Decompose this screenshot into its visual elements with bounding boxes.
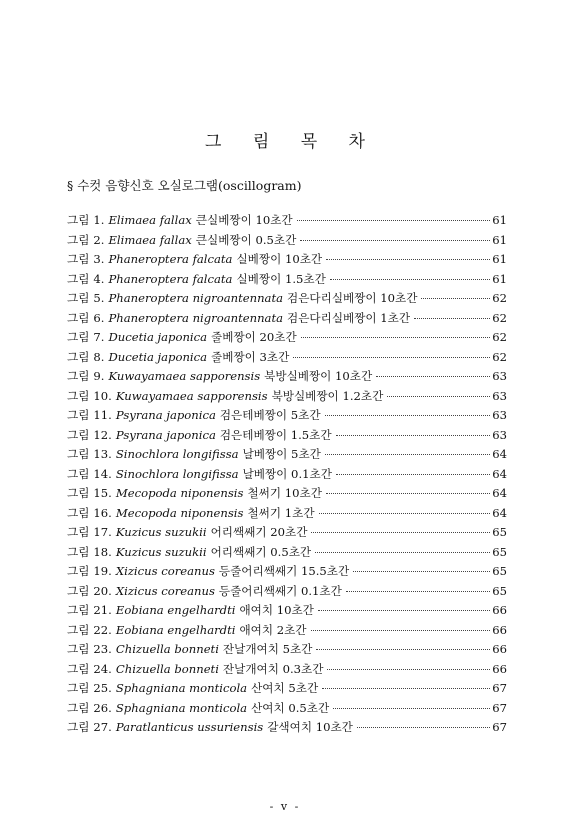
toc-entry[interactable] (67, 582, 507, 602)
entry-scientific-name: Kuzicus suzukii (115, 525, 207, 539)
entry-number: 1. (93, 213, 105, 227)
entry-description: 검은테베짱이 5초간 (219, 408, 321, 422)
entry-description: 애여치 10초간 (239, 603, 314, 617)
entry-prefix: 그림 (67, 408, 90, 422)
entry-number: 18. (93, 544, 112, 559)
toc-entry[interactable] (67, 367, 507, 387)
entry-scientific-name: Sphagniana monticola (115, 681, 248, 695)
dot-leader (327, 669, 490, 670)
entry-prefix: 그림 (67, 564, 90, 578)
entry-description: 실베짱이 1.5초간 (236, 271, 326, 286)
entry-page-number: 64 (492, 505, 507, 520)
dot-leader (297, 220, 491, 221)
entry-prefix: 그림 (67, 700, 90, 715)
dot-leader (330, 279, 490, 280)
entry-prefix: 그림 (67, 466, 90, 481)
entry-description: 검은테베짱이 1.5초간 (219, 427, 332, 442)
toc-entry[interactable] (67, 348, 507, 368)
entry-number: 26. (93, 700, 112, 715)
entry-page-number: 62 (492, 349, 507, 364)
entry-scientific-name: Psyrana japonica (115, 427, 216, 442)
entry-number: 17. (93, 525, 112, 539)
entry-number: 15. (93, 486, 112, 500)
entry-description: 철써기 1초간 (247, 505, 315, 520)
dot-leader (318, 610, 490, 611)
entry-description: 검은다리실베짱이 1초간 (287, 310, 411, 325)
entry-prefix: 그림 (67, 349, 90, 364)
entry-number: 21. (93, 603, 112, 617)
section-heading: § 수컷 음향신호 오실로그램(oscillogram) (67, 178, 302, 193)
entry-description: 잔날개여치 5초간 (222, 642, 313, 656)
entry-prefix: 그림 (67, 544, 90, 559)
entry-page-number: 61 (492, 213, 507, 227)
toc-entry[interactable] (67, 328, 507, 348)
entry-prefix: 그림 (67, 291, 90, 305)
entry-scientific-name: Paratlanticus ussuriensis (115, 720, 264, 734)
toc-entry[interactable] (67, 309, 507, 329)
entry-scientific-name: Chizuella bonneti (115, 661, 219, 676)
entry-description: 검은다리실베짱이 10초간 (287, 291, 418, 305)
entry-page-number: 62 (492, 310, 507, 325)
entry-number: 7. (93, 330, 105, 344)
entry-scientific-name: Sinochlora longifissa (115, 447, 239, 461)
entry-description: 북방실베짱이 1.2초간 (271, 388, 384, 403)
toc-entry[interactable] (67, 406, 507, 426)
entry-scientific-name: Xizicus coreanus (115, 564, 215, 578)
entry-scientific-name: Ducetia japonica (108, 349, 208, 364)
entry-page-number: 66 (492, 603, 507, 617)
entry-page-number: 62 (492, 330, 507, 344)
page-title: 그 림 목 차 (205, 132, 378, 152)
toc-entry[interactable] (67, 543, 507, 563)
entry-scientific-name: Kuwayamaea sapporensis (108, 369, 261, 383)
entry-number: 3. (93, 252, 105, 266)
entry-number: 14. (93, 466, 112, 481)
toc-entry[interactable] (67, 621, 507, 641)
entry-description: 산여치 5초간 (251, 681, 319, 695)
entry-prefix: 그림 (67, 661, 90, 676)
entry-number: 11. (93, 408, 112, 422)
dot-leader (300, 240, 490, 241)
dot-leader (322, 688, 490, 689)
toc-entry[interactable] (67, 523, 507, 543)
entry-prefix: 그림 (67, 720, 90, 734)
toc-entry[interactable] (67, 601, 507, 621)
toc-entry[interactable] (67, 660, 507, 680)
entry-description: 갈색여치 10초간 (267, 720, 353, 734)
toc-entry[interactable] (67, 426, 507, 446)
toc-entry[interactable] (67, 465, 507, 485)
entry-prefix: 그림 (67, 486, 90, 500)
dot-leader (376, 376, 490, 377)
dot-leader (333, 708, 490, 709)
entry-page-number: 65 (492, 564, 507, 578)
toc-entry[interactable] (67, 270, 507, 290)
entry-number: 4. (93, 271, 105, 286)
entry-scientific-name: Sinochlora longifissa (115, 466, 239, 481)
entry-page-number: 65 (492, 583, 507, 598)
entry-number: 16. (93, 505, 112, 520)
entry-description: 날베짱이 0.1초간 (242, 466, 332, 481)
entry-prefix: 그림 (67, 525, 90, 539)
entry-number: 19. (93, 564, 112, 578)
entry-page-number: 63 (492, 369, 507, 383)
entry-page-number: 61 (492, 232, 507, 247)
entry-page-number: 65 (492, 525, 507, 539)
toc-entry[interactable] (67, 562, 507, 582)
entry-page-number: 66 (492, 642, 507, 656)
entry-page-number: 67 (492, 681, 507, 695)
entry-description: 큰실베짱이 10초간 (195, 213, 293, 227)
entry-description: 줄베짱이 20초간 (211, 330, 297, 344)
toc-entry[interactable] (67, 699, 507, 719)
entry-number: 8. (93, 349, 105, 364)
dot-leader (311, 630, 491, 631)
entry-scientific-name: Kuzicus suzukii (115, 544, 207, 559)
entry-page-number: 66 (492, 661, 507, 676)
entry-page-number: 63 (492, 408, 507, 422)
dot-leader (316, 649, 490, 650)
dot-leader (336, 435, 491, 436)
dot-leader (336, 474, 490, 475)
entry-description: 큰실베짱이 0.5초간 (195, 232, 297, 247)
entry-description: 줄베짱이 3초간 (211, 349, 290, 364)
entry-scientific-name: Psyrana japonica (115, 408, 216, 422)
dot-leader (325, 415, 491, 416)
entry-page-number: 63 (492, 427, 507, 442)
figure-list (67, 211, 507, 738)
entry-description: 등줄어리쌕쌔기 0.1초간 (218, 583, 342, 598)
entry-description: 어리쌕쌔기 0.5초간 (210, 544, 312, 559)
entry-prefix: 그림 (67, 330, 90, 344)
entry-scientific-name: Elimaea fallax (108, 213, 192, 227)
entry-scientific-name: Ducetia japonica (108, 330, 208, 344)
dot-leader (414, 318, 490, 319)
entry-prefix: 그림 (67, 388, 90, 403)
toc-entry[interactable] (67, 484, 507, 504)
entry-scientific-name: Phaneroptera falcata (108, 252, 233, 266)
dot-leader (311, 532, 490, 533)
dot-leader (325, 454, 490, 455)
dot-leader (293, 357, 490, 358)
dot-leader (315, 552, 490, 553)
entry-number: 10. (93, 388, 112, 403)
entry-number: 27. (93, 720, 112, 734)
entry-prefix: 그림 (67, 642, 90, 656)
entry-scientific-name: Phaneroptera nigroantennata (108, 310, 284, 325)
dot-leader (387, 396, 490, 397)
entry-number: 22. (93, 622, 112, 637)
entry-description: 산여치 0.5초간 (251, 700, 330, 715)
toc-entry[interactable] (67, 718, 507, 738)
entry-description: 애여치 2초간 (239, 622, 307, 637)
toc-entry[interactable] (67, 250, 507, 270)
entry-prefix: 그림 (67, 622, 90, 637)
entry-page-number: 64 (492, 466, 507, 481)
entry-prefix: 그림 (67, 447, 90, 461)
entry-page-number: 62 (492, 291, 507, 305)
toc-entry[interactable] (67, 289, 507, 309)
entry-scientific-name: Elimaea fallax (108, 232, 192, 247)
entry-description: 북방실베짱이 10초간 (264, 369, 373, 383)
toc-entry[interactable] (67, 640, 507, 660)
entry-scientific-name: Sphagniana monticola (115, 700, 248, 715)
entry-description: 날베짱이 5초간 (242, 447, 321, 461)
entry-scientific-name: Phaneroptera nigroantennata (108, 291, 284, 305)
entry-scientific-name: Mecopoda niponensis (115, 505, 244, 520)
entry-prefix: 그림 (67, 252, 90, 266)
entry-prefix: 그림 (67, 369, 90, 383)
dot-leader (326, 493, 490, 494)
entry-prefix: 그림 (67, 603, 90, 617)
entry-number: 6. (93, 310, 105, 325)
entry-description: 잔날개여치 0.3초간 (222, 661, 324, 676)
entry-number: 9. (93, 369, 105, 383)
entry-page-number: 61 (492, 271, 507, 286)
entry-number: 20. (93, 583, 112, 598)
entry-page-number: 67 (492, 720, 507, 734)
entry-scientific-name: Eobiana engelhardti (115, 603, 236, 617)
entry-scientific-name: Chizuella bonneti (115, 642, 219, 656)
entry-number: 5. (93, 291, 105, 305)
entry-description: 실베짱이 10초간 (236, 252, 323, 266)
entry-page-number: 63 (492, 388, 507, 403)
page-number: - v - (269, 800, 301, 813)
entry-prefix: 그림 (67, 583, 90, 598)
entry-prefix: 그림 (67, 271, 90, 286)
entry-prefix: 그림 (67, 505, 90, 520)
toc-entry[interactable] (67, 211, 507, 231)
toc-entry[interactable] (67, 231, 507, 251)
dot-leader (357, 727, 490, 728)
entry-description: 등줄어리쌕쌔기 15.5초간 (218, 564, 350, 578)
entry-page-number: 65 (492, 544, 507, 559)
entry-scientific-name: Phaneroptera falcata (108, 271, 233, 286)
entry-page-number: 64 (492, 486, 507, 500)
entry-description: 철써기 10초간 (247, 486, 322, 500)
entry-description: 어리쌕쌔기 20초간 (210, 525, 308, 539)
entry-number: 2. (93, 232, 105, 247)
entry-scientific-name: Kuwayamaea sapporensis (115, 388, 268, 403)
entry-scientific-name: Mecopoda niponensis (115, 486, 244, 500)
entry-prefix: 그림 (67, 213, 90, 227)
entry-prefix: 그림 (67, 427, 90, 442)
dot-leader (346, 591, 490, 592)
entry-scientific-name: Eobiana engelhardti (115, 622, 236, 637)
entry-page-number: 61 (492, 252, 507, 266)
entry-number: 24. (93, 661, 112, 676)
entry-prefix: 그림 (67, 310, 90, 325)
entry-page-number: 64 (492, 447, 507, 461)
dot-leader (301, 337, 491, 338)
toc-entry[interactable] (67, 679, 507, 699)
entry-prefix: 그림 (67, 681, 90, 695)
entry-number: 12. (93, 427, 112, 442)
toc-entry[interactable] (67, 504, 507, 524)
entry-page-number: 66 (492, 622, 507, 637)
entry-prefix: 그림 (67, 232, 90, 247)
entry-number: 25. (93, 681, 112, 695)
entry-number: 23. (93, 642, 112, 656)
dot-leader (326, 259, 490, 260)
toc-entry[interactable] (67, 387, 507, 407)
entry-page-number: 67 (492, 700, 507, 715)
dot-leader (421, 298, 490, 299)
dot-leader (319, 513, 491, 514)
toc-entry[interactable] (67, 445, 507, 465)
entry-scientific-name: Xizicus coreanus (115, 583, 215, 598)
entry-number: 13. (93, 447, 112, 461)
dot-leader (353, 571, 490, 572)
